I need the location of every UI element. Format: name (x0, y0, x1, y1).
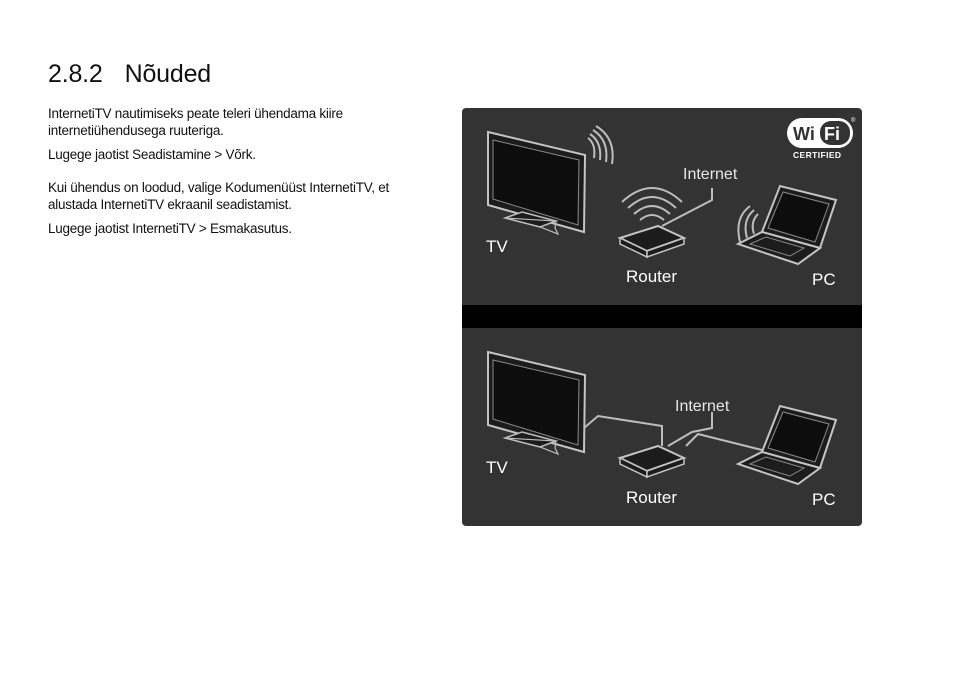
router-icon (620, 446, 684, 477)
wifi-certified-text: CERTIFIED (793, 150, 842, 160)
router-label: Router (626, 267, 678, 286)
section-number: 2.8.2 (48, 60, 103, 88)
pc-label: PC (812, 270, 836, 289)
tv-router-cable (584, 416, 662, 446)
pc-label: PC (812, 490, 836, 509)
paragraph-see-network: Lugege jaotist Seadistamine > Võrk. (48, 147, 256, 162)
router-icon (620, 226, 684, 257)
body-text (48, 105, 438, 244)
wired-diagram (462, 328, 862, 526)
paragraph-setup: Kui ühendus on loodud, valige Kodumenüüst InternetiTV, et alustada InternetiTV ekraanil seadistamist. (48, 180, 390, 212)
router-label: Router (626, 488, 678, 507)
tv-wifi-waves-icon (588, 126, 613, 164)
section-title: Nõuded (124, 60, 211, 88)
router-wifi-waves-icon (622, 188, 682, 220)
svg-text:®: ® (851, 118, 856, 124)
router-pc-cable (686, 434, 762, 450)
wifi-certified-logo (787, 117, 856, 160)
tv-label: TV (486, 458, 508, 477)
internet-label: Internet (675, 398, 730, 415)
svg-text:Wi: Wi (793, 124, 815, 144)
internet-label: Internet (683, 166, 738, 183)
paragraph-requirement: InternetiTV nautimiseks peate teleri ühendama kiire internetiühendusega ruuteriga. (48, 106, 343, 138)
pc-laptop-icon (738, 406, 836, 484)
tv-icon (488, 132, 585, 234)
tv-icon (488, 352, 585, 454)
section-heading (48, 60, 211, 89)
diagram-separator (462, 305, 862, 328)
svg-text:Fi: Fi (824, 124, 840, 144)
wireless-diagram (462, 108, 862, 305)
tv-label: TV (486, 237, 508, 256)
paragraph-see-first-use: Lugege jaotist InternetiTV > Esmakasutus. (48, 221, 292, 236)
